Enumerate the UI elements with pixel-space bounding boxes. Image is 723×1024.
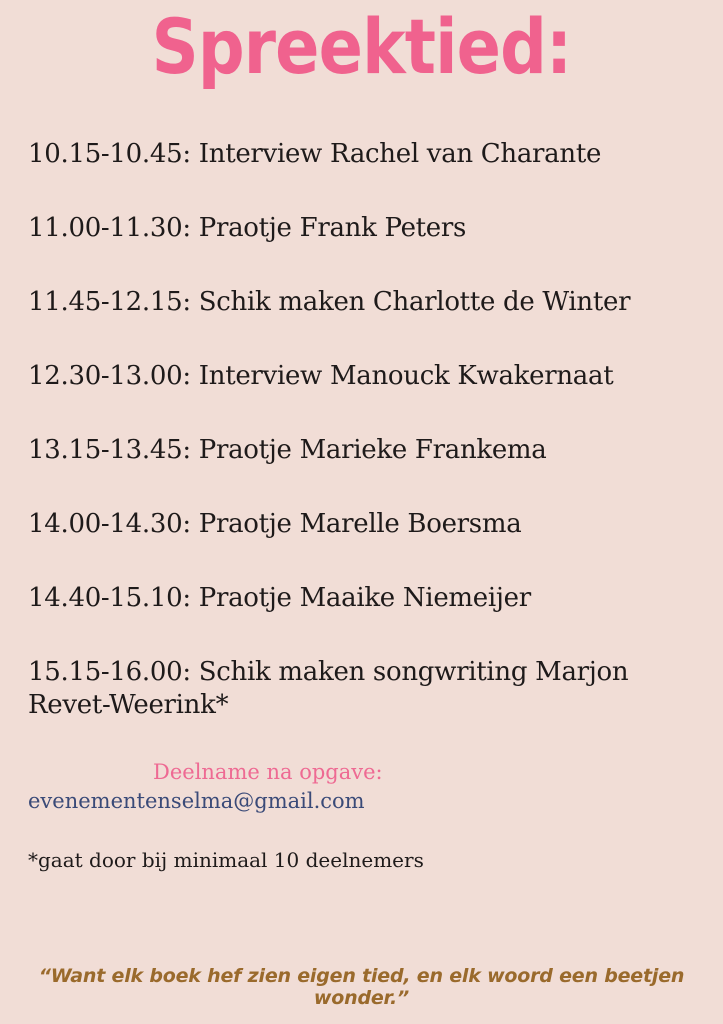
schedule-list: [28, 138, 708, 763]
schedule-item: 12.30-13.00: Interview Manouck Kwakernaat: [28, 361, 614, 391]
signup-email: evenementenselma@gmail.com: [28, 789, 365, 813]
page-title: Spreektied:: [151, 2, 572, 91]
schedule-item: 11.45-12.15: Schik maken Charlotte de Winter: [28, 287, 631, 317]
schedule-item: 14.00-14.30: Praotje Marelle Boersma: [28, 509, 522, 539]
schedule-item: 15.15-16.00: Schik maken songwriting Marjon Revet-Weerink*: [28, 657, 629, 720]
schedule-item: 11.00-11.30: Praotje Frank Peters: [28, 213, 467, 243]
schedule-item: 10.15-10.45: Interview Rachel van Charante: [28, 139, 602, 169]
schedule-item: 13.15-13.45: Praotje Marieke Frankema: [28, 435, 547, 465]
footer-quote: “Want elk boek hef zien eigen tied, en elk woord een beetjen wonder.”: [38, 965, 685, 1009]
schedule-item: 14.40-15.10: Praotje Maaike Niemeijer: [28, 583, 531, 613]
participants-note: *gaat door bij minimaal 10 deelnemers: [28, 848, 424, 872]
signup-label: Deelname na opgave:: [153, 760, 383, 784]
